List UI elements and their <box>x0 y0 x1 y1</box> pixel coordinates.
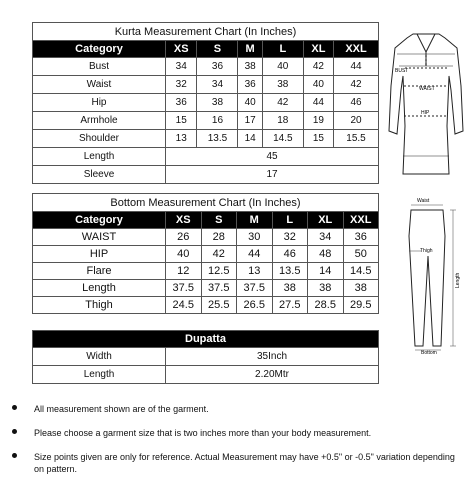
cell: 36 <box>343 229 379 246</box>
cell: 40 <box>303 76 333 94</box>
cell: 26 <box>166 229 202 246</box>
list-item <box>10 427 465 439</box>
note-text: All measurement shown are of the garment. <box>34 404 209 414</box>
row-label: Length <box>33 280 166 297</box>
cell: 32 <box>272 229 308 246</box>
cell: 2.20Mtr <box>166 366 379 384</box>
dupatta-measurement-table <box>32 330 379 384</box>
bust-label: BUST <box>395 68 409 74</box>
cell: 12.5 <box>201 263 237 280</box>
table-row <box>33 76 379 94</box>
cell: 24.5 <box>166 297 202 314</box>
cell: 46 <box>272 246 308 263</box>
table-row <box>33 58 379 76</box>
list-item <box>10 451 465 475</box>
header-cell: XXL <box>334 41 379 58</box>
cell: 26.5 <box>237 297 273 314</box>
cell: 37.5 <box>166 280 202 297</box>
row-label: Flare <box>33 263 166 280</box>
cell-merged: 17 <box>166 166 379 184</box>
cell: 40 <box>166 246 202 263</box>
cell: 15.5 <box>334 130 379 148</box>
note-text: Please choose a garment size that is two inches more than your body measurement. <box>34 428 372 438</box>
cell: 37.5 <box>237 280 273 297</box>
row-label: Hip <box>33 94 166 112</box>
row-label: Shoulder <box>33 130 166 148</box>
header-cell: M <box>238 41 262 58</box>
cell: 36 <box>166 94 197 112</box>
cell: 38 <box>262 76 303 94</box>
header-cell: XXL <box>343 212 379 229</box>
cell: 40 <box>238 94 262 112</box>
cell: 13.5 <box>272 263 308 280</box>
cell: 36 <box>238 76 262 94</box>
cell: 19 <box>303 112 333 130</box>
row-label: Length <box>33 366 166 384</box>
cell: 32 <box>166 76 197 94</box>
cell: 18 <box>262 112 303 130</box>
cell: 28 <box>201 229 237 246</box>
cell: 38 <box>343 280 379 297</box>
row-label: Length <box>33 148 166 166</box>
cell: 48 <box>308 246 344 263</box>
cell: 38 <box>238 58 262 76</box>
cell: 34 <box>308 229 344 246</box>
bottom-label: Bottom <box>421 350 437 354</box>
row-label: Bust <box>33 58 166 76</box>
cell: 38 <box>272 280 308 297</box>
cell: 15 <box>303 130 333 148</box>
cell: 29.5 <box>343 297 379 314</box>
cell: 34 <box>166 58 197 76</box>
waist-label: WAIST <box>419 86 435 92</box>
cell: 40 <box>262 58 303 76</box>
cell: 44 <box>303 94 333 112</box>
header-cell: Category <box>33 212 166 229</box>
cell: 15 <box>166 112 197 130</box>
row-label: HIP <box>33 246 166 263</box>
table-title: Bottom Measurement Chart (In Inches) <box>33 194 379 212</box>
row-label: Armhole <box>33 112 166 130</box>
notes-list <box>10 403 465 487</box>
table-row <box>33 263 379 280</box>
table-row <box>33 366 379 384</box>
thigh-label: Thigh <box>420 248 433 254</box>
cell: 42 <box>303 58 333 76</box>
cell: 28.5 <box>308 297 344 314</box>
cell: 42 <box>201 246 237 263</box>
cell: 44 <box>334 58 379 76</box>
hip-label: HIP <box>421 110 430 116</box>
cell: 13 <box>237 263 273 280</box>
cell: 13 <box>166 130 197 148</box>
cell: 17 <box>238 112 262 130</box>
table-row <box>33 280 379 297</box>
table-title: Dupatta <box>33 331 379 348</box>
table-row <box>33 297 379 314</box>
header-cell: M <box>237 212 273 229</box>
table-row <box>33 246 379 263</box>
table-row <box>33 130 379 148</box>
bottom-diagram <box>397 196 463 354</box>
note-text: Size points given are only for reference. Actual Measurement may have +0.5" or -0.5" variation depending on pattern. <box>34 452 455 474</box>
cell: 30 <box>237 229 273 246</box>
table-row <box>33 94 379 112</box>
cell: 20 <box>334 112 379 130</box>
kurta-diagram <box>383 26 469 178</box>
list-item <box>10 403 465 415</box>
cell: 37.5 <box>201 280 237 297</box>
bullet-icon <box>12 405 17 410</box>
cell: 13.5 <box>197 130 238 148</box>
table-row <box>33 112 379 130</box>
waist-label: Waist <box>417 198 430 204</box>
cell: 12 <box>166 263 202 280</box>
cell: 38 <box>308 280 344 297</box>
cell: 14.5 <box>343 263 379 280</box>
cell: 42 <box>262 94 303 112</box>
header-cell: L <box>262 41 303 58</box>
kurta-measurement-table <box>32 22 379 184</box>
cell: 50 <box>343 246 379 263</box>
row-label: Thigh <box>33 297 166 314</box>
header-cell: XS <box>166 41 197 58</box>
bottom-measurement-table <box>32 193 379 314</box>
bullet-icon <box>12 429 17 434</box>
table-row <box>33 229 379 246</box>
header-cell: XL <box>308 212 344 229</box>
header-cell: XS <box>166 212 202 229</box>
cell: 14.5 <box>262 130 303 148</box>
header-cell: Category <box>33 41 166 58</box>
row-label: Width <box>33 348 166 366</box>
cell: 34 <box>197 76 238 94</box>
cell: 46 <box>334 94 379 112</box>
length-label: Length <box>455 272 461 288</box>
table-row <box>33 166 379 184</box>
table-row <box>33 348 379 366</box>
row-label: Waist <box>33 76 166 94</box>
table-title: Kurta Measurement Chart (In Inches) <box>33 23 379 41</box>
header-cell: S <box>201 212 237 229</box>
table-row <box>33 148 379 166</box>
header-cell: L <box>272 212 308 229</box>
cell: 14 <box>308 263 344 280</box>
cell: 36 <box>197 58 238 76</box>
cell-merged: 45 <box>166 148 379 166</box>
cell: 14 <box>238 130 262 148</box>
header-cell: S <box>197 41 238 58</box>
row-label: Sleeve <box>33 166 166 184</box>
cell: 42 <box>334 76 379 94</box>
cell: 27.5 <box>272 297 308 314</box>
row-label: WAIST <box>33 229 166 246</box>
cell: 16 <box>197 112 238 130</box>
cell: 38 <box>197 94 238 112</box>
cell: 25.5 <box>201 297 237 314</box>
cell: 44 <box>237 246 273 263</box>
cell: 35Inch <box>166 348 379 366</box>
bullet-icon <box>12 453 17 458</box>
header-cell: XL <box>303 41 333 58</box>
